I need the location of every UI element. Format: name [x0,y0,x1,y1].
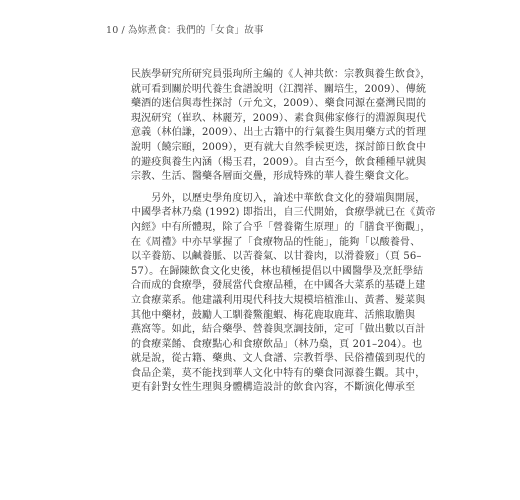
text-line: 57）。在歸陳飲食文化史後，林也積極提倡以中國醫學及烹飪學結 [131,265,424,277]
text-line: 以辛養筋、以鹹養脈、以苦養氣、以甘養肉，以滑養竅」（頁 56– [131,251,422,263]
text-line: 宗教、生活、醫藥各層面交疊，形成特殊的華人養生藥食文化。 [131,171,416,183]
text-line: 在《周禮》中亦早掌握了「食療物品的性能」，能夠「以酸養骨、 [131,236,421,248]
header-separator: / [121,25,125,36]
text-line: 另外，以歷史學角度切入，論述中華飲食文化的發端與開展， [131,192,426,204]
text-line: 燕窩等。如此，結合藥學、營養與烹調技師，定可「做出數以百計 [131,324,426,336]
text-line: 意義（林伯謙，2009）、出土古籍中的行氣養生與用藥方式的哲理 [131,127,427,139]
running-header [106,25,264,37]
text-line: 的食療菜餚、食療點心和食療飲品」（林乃燊，頁 201–204）。也 [131,338,423,350]
text-line: 藥酒的迷信與毒性探討（亓允文，2009）、藥食同源在臺灣民間的 [131,98,427,110]
text-line: 更有針對女性生理與身體構造設計的飲食內容，不斷演化傳承至 [131,382,416,394]
text-line: 內經》中有所體現，除了合乎「營養衛生原理」的「膳食平衡觀」， [131,221,431,233]
text-line: 的避疫與養生內涵（楊玉君，2009）。自古至今，飲食種種早就與 [131,156,427,168]
text-line: 民族學研究所研究員張珣所主編的《人神共飲：宗教與養生飲食》， [131,69,431,80]
text-line: 食品企業，莫不能找到華人文化中特有的藥食同源養生觀。其中， [131,367,426,379]
text-line: 中國學者林乃燊 (1992) 即指出，自三代開始，食療學就已在《黃帝 [131,207,436,219]
text-line: 合而成的食療學，發展當代食療品種，在中國各大菜系的基礎上建 [131,280,426,292]
text-line: 說明（饒宗頤，2009），更有就大自然季候更迭，探討節日飲食中 [131,141,427,153]
text-line: 立食療菜系。他建議利用現代科技大規模培植淮山、黃耆、髮菜與 [131,294,426,306]
book-title: 為妳煮食：我們的「女食」故事 [127,25,264,36]
body-text [131,68,461,396]
text-line: 就是說，從古籍、藥典、文人食譜、宗教哲學、民俗禮儀到現代的 [131,353,426,365]
text-line: 現況研究（崔玖、林麗芳，2009）、素食與佛家修行的淵源與現代 [131,112,427,124]
text-line: 其他中藥材，鼓勵人工馴養鱉龍蝦、梅花鹿取鹿茸、活熊取膽與 [131,309,416,321]
text-line: 就可看到關於明代養生食譜說明（江潤祥、關培生，2009）、傳統 [131,83,427,95]
page-number: 10 [106,25,119,36]
